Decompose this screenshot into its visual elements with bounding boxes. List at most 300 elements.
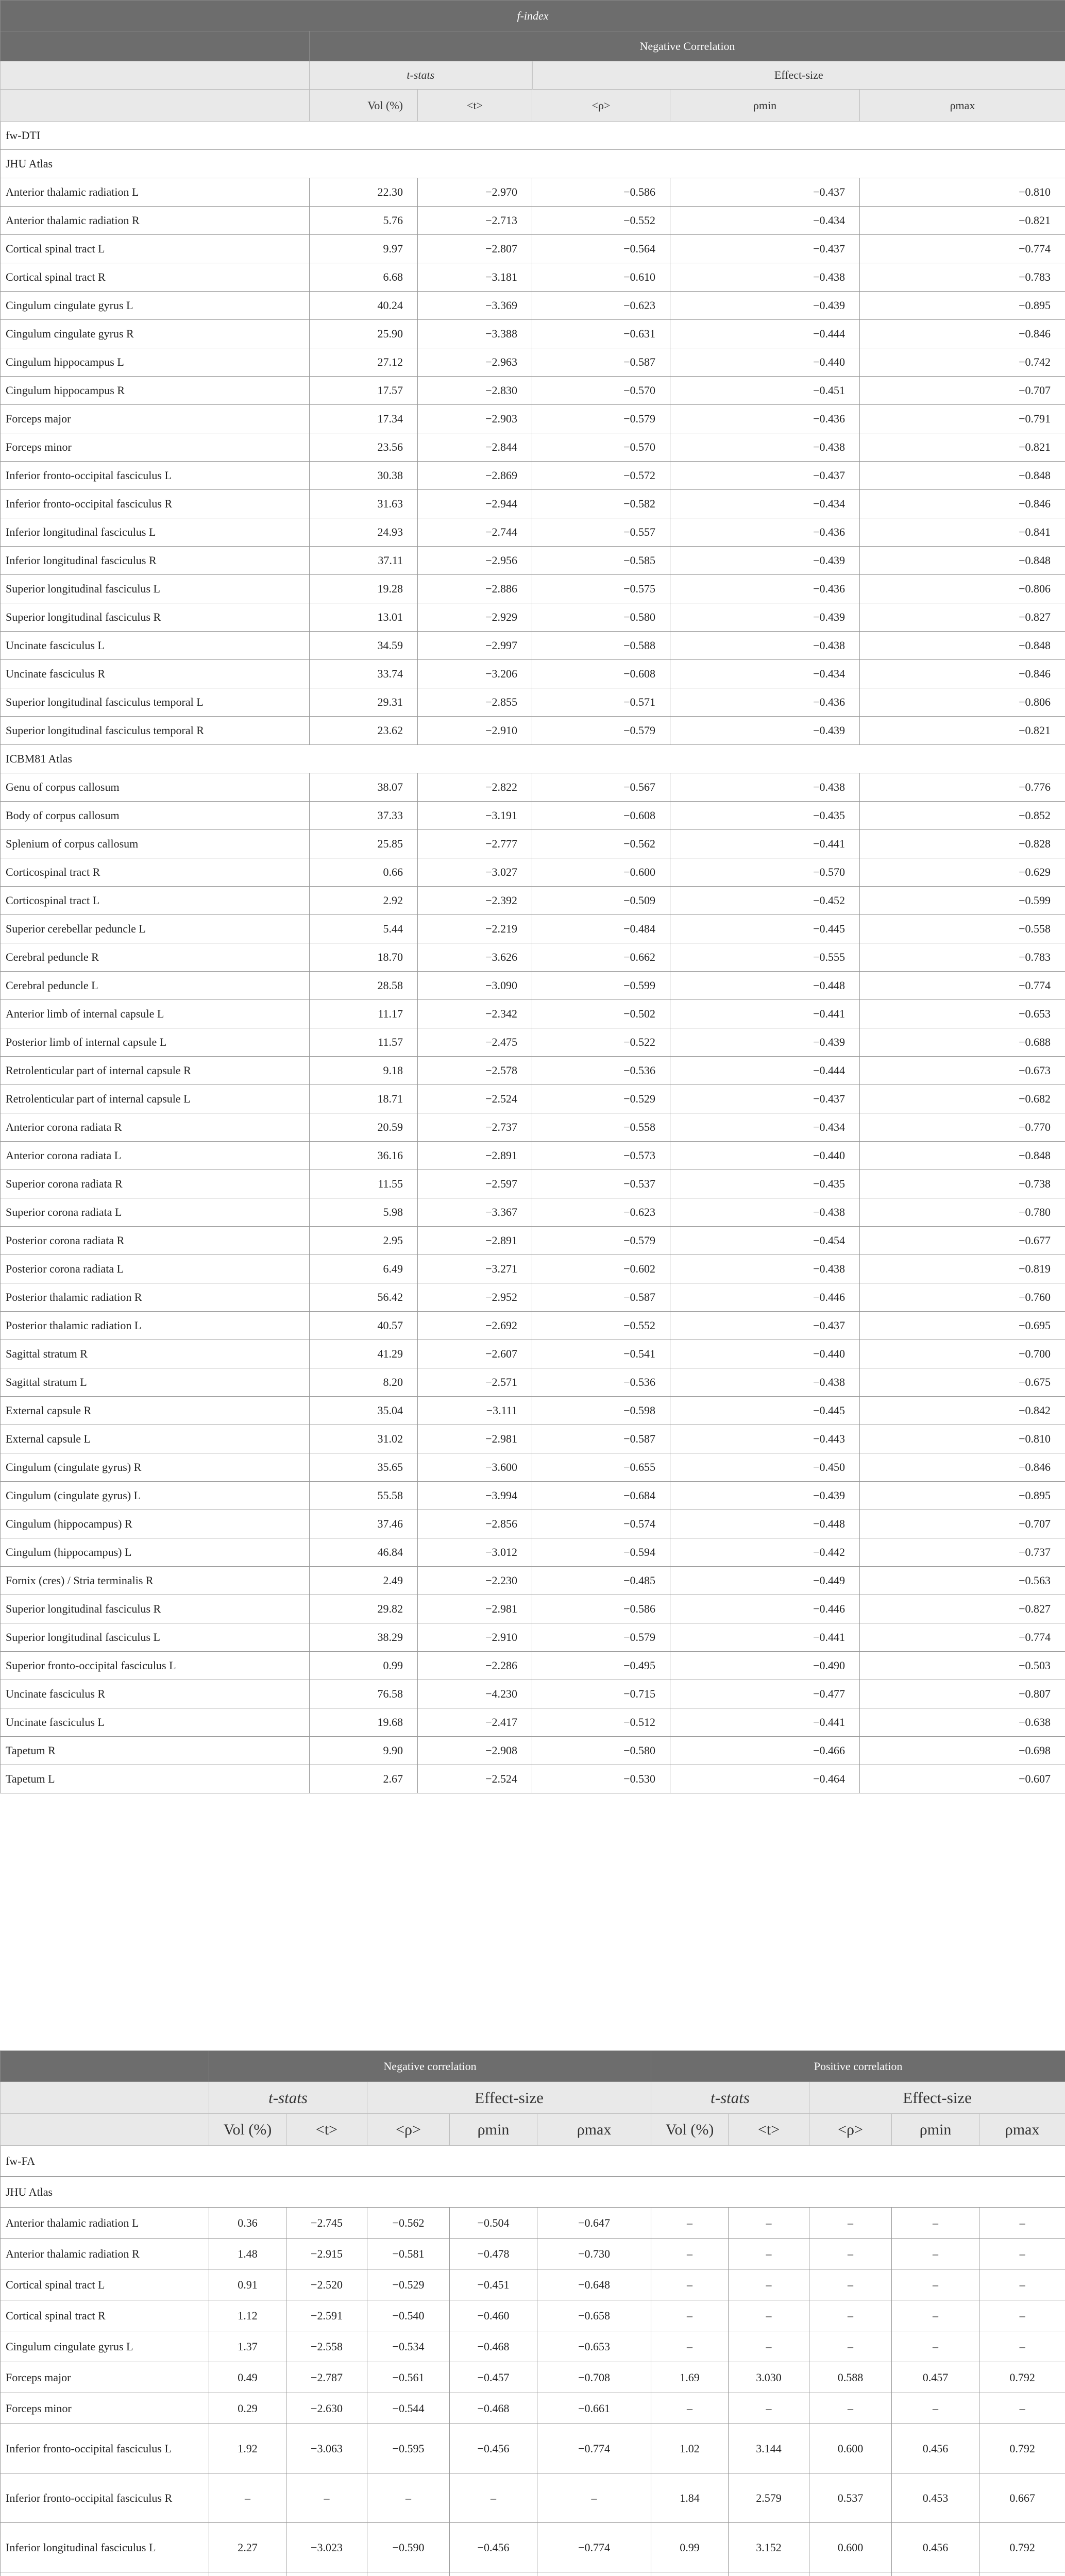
cell-value: −0.598 (532, 1397, 670, 1425)
cell-value: 0.36 (209, 2208, 286, 2239)
cell-value: −3.027 (418, 858, 532, 887)
cell-value: −2.744 (418, 518, 532, 547)
table-row (1, 603, 1065, 632)
cell-value: −0.599 (532, 972, 670, 1000)
col-pos-rho-max: ρmax (979, 2114, 1065, 2146)
cell-value: 37.46 (310, 1510, 418, 1538)
table-row (1, 2362, 1065, 2393)
cell-value: 2.95 (310, 1227, 418, 1255)
cell-value: −0.484 (532, 915, 670, 943)
cell-value: −3.012 (418, 1538, 532, 1567)
column-header-row (1, 90, 1065, 122)
cell-value: −0.807 (860, 1680, 1065, 1708)
row-label: Superior longitudinal fasciculus temporal L (1, 688, 310, 717)
cell-value: −3.191 (418, 802, 532, 830)
cell-value: – (892, 2331, 979, 2362)
cell-value: 41.29 (310, 1340, 418, 1368)
cell-value: −0.468 (450, 2331, 537, 2362)
effect-size-label: Effect-size (532, 61, 1065, 90)
cell-value: 0.457 (892, 2362, 979, 2393)
row-label: Posterior corona radiata L (1, 1255, 310, 1283)
cell-value: – (809, 2300, 892, 2331)
group-spacer-2 (1, 2051, 209, 2082)
row-label: Genu of corpus callosum (1, 773, 310, 802)
cell-value: −0.783 (860, 263, 1065, 292)
cell-value: −0.436 (670, 405, 860, 433)
row-label: Superior longitudinal fasciculus temporal R (1, 717, 310, 745)
row-label: Superior corona radiata R (1, 1170, 310, 1198)
row-label: Uncinate fasciculus L (1, 1708, 310, 1737)
cell-value: −0.460 (450, 2300, 537, 2331)
cell-value: −0.440 (670, 1340, 860, 1368)
cell-value: 0.99 (310, 1652, 418, 1680)
cell-value: 0.792 (979, 2362, 1065, 2393)
row-label: Posterior thalamic radiation L (1, 1312, 310, 1340)
cell-value: 2.92 (310, 887, 418, 915)
cell-value: −0.599 (860, 887, 1065, 915)
cell-value: – (651, 2208, 729, 2239)
table-row (1, 1765, 1065, 1793)
table-row (1, 887, 1065, 915)
cell-value: −0.770 (860, 1113, 1065, 1142)
cell-value: −0.610 (532, 263, 670, 292)
cell-value: – (651, 2331, 729, 2362)
cell-value: −0.446 (670, 1595, 860, 1623)
cell-value: −0.441 (670, 1708, 860, 1737)
cell-value: −2.915 (286, 2239, 367, 2269)
cell-value: −3.271 (418, 1255, 532, 1283)
cell-value: −2.886 (418, 575, 532, 603)
cell-value: −2.524 (418, 1765, 532, 1793)
cell-value: – (892, 2393, 979, 2424)
cell-value: −0.438 (670, 773, 860, 802)
cell-value: 2.27 (209, 2523, 286, 2572)
cell-value: −0.783 (860, 943, 1065, 972)
cell-value: −0.441 (670, 1623, 860, 1652)
table-row (1, 1085, 1065, 1113)
row-label: Anterior corona radiata L (1, 1142, 310, 1170)
row-label: Forceps minor (1, 2393, 209, 2424)
table-row (1, 2572, 1065, 2576)
row-label: Superior longitudinal fasciculus L (1, 1623, 310, 1652)
row-label: Tapetum L (1, 1765, 310, 1793)
row-label: Body of corpus callosum (1, 802, 310, 830)
cell-value: −0.684 (532, 1482, 670, 1510)
table-row (1, 348, 1065, 377)
cell-value: −2.591 (286, 2300, 367, 2331)
cell-value: −0.848 (860, 547, 1065, 575)
cell-value: 33.74 (310, 660, 418, 688)
subgroup-row (1, 61, 1065, 90)
cell-value: −0.434 (670, 490, 860, 518)
table-row (1, 490, 1065, 518)
cell-value: −0.509 (532, 887, 670, 915)
cell-value: −0.776 (860, 773, 1065, 802)
cell-value: −0.452 (670, 887, 860, 915)
cell-value: −0.647 (537, 2208, 651, 2239)
table-row (1, 235, 1065, 263)
cell-value: −0.438 (670, 1368, 860, 1397)
cell-value: 11.55 (310, 1170, 418, 1198)
cell-value: −0.673 (860, 1057, 1065, 1085)
cell-value: 0.29 (209, 2393, 286, 2424)
col-rho-min: ρmin (670, 90, 860, 122)
row-label: Cingulum (hippocampus) L (1, 1538, 310, 1567)
cell-value: −0.436 (670, 518, 860, 547)
cell-value: −0.819 (860, 1255, 1065, 1283)
cell-value: – (729, 2239, 809, 2269)
row-label: Superior cerebellar peduncle L (1, 915, 310, 943)
cell-value: 0.456 (892, 2424, 979, 2473)
cell-value: −2.524 (418, 1085, 532, 1113)
cell-value: −0.552 (532, 1312, 670, 1340)
cell-value: – (979, 2269, 1065, 2300)
cell-value: −0.490 (670, 1652, 860, 1680)
cell-value: – (729, 2393, 809, 2424)
table-row (1, 717, 1065, 745)
cell-value: 3.152 (729, 2523, 809, 2572)
row-label: Superior longitudinal fasciculus R (1, 1595, 310, 1623)
row-label: Inferior fronto-occipital fasciculus L (1, 462, 310, 490)
cell-value: – (651, 2269, 729, 2300)
cell-value: −0.439 (670, 717, 860, 745)
cell-value: – (979, 2393, 1065, 2424)
cell-value: −0.441 (670, 1000, 860, 1028)
cell-value: −0.774 (860, 972, 1065, 1000)
cell-value: 56.42 (310, 1283, 418, 1312)
cell-value: −0.478 (450, 2239, 537, 2269)
table-row (1, 1170, 1065, 1198)
cell-value: −2.578 (418, 1057, 532, 1085)
cell-value: −0.587 (532, 348, 670, 377)
cell-value: −2.956 (418, 547, 532, 575)
cell-value: −0.570 (532, 433, 670, 462)
table-row (1, 1623, 1065, 1652)
cell-value: 0.792 (979, 2523, 1065, 2572)
cell-value: 1.92 (209, 2424, 286, 2473)
cell-value: −0.623 (532, 292, 670, 320)
cell-value: – (892, 2239, 979, 2269)
cell-value: −0.540 (367, 2300, 450, 2331)
cell-value: 0.49 (209, 2362, 286, 2393)
row-label: Uncinate fasciculus R (1, 1680, 310, 1708)
col-pos-mean-t: <t> (729, 2114, 809, 2146)
cell-value: −3.111 (418, 1397, 532, 1425)
cell-value: −0.821 (860, 207, 1065, 235)
cell-value: −0.700 (860, 1340, 1065, 1368)
cell-value: −3.181 (418, 263, 532, 292)
cell-value: 18.70 (310, 943, 418, 972)
row-label: Cingulum (cingulate gyrus) L (1, 1482, 310, 1510)
cell-value: 23.62 (310, 717, 418, 745)
table-row (1, 433, 1065, 462)
cell-value: −0.445 (670, 915, 860, 943)
row-label: External capsule R (1, 1397, 310, 1425)
cell-value: −0.572 (532, 462, 670, 490)
cell-value: 28.58 (310, 972, 418, 1000)
section-row (1, 150, 1065, 178)
table-row (1, 2269, 1065, 2300)
table-row (1, 972, 1065, 1000)
table-row (1, 575, 1065, 603)
cell-value: −0.579 (532, 1623, 670, 1652)
row-label: Sagittal stratum L (1, 1368, 310, 1397)
cell-value: −0.456 (450, 2424, 537, 2473)
table-row (1, 377, 1065, 405)
subgroup-row-2 (1, 2082, 1065, 2114)
cell-value: −0.677 (860, 1227, 1065, 1255)
cell-value: – (979, 2300, 1065, 2331)
table-row (1, 660, 1065, 688)
row-label: Superior corona radiata L (1, 1198, 310, 1227)
cell-value: −4.230 (418, 1680, 532, 1708)
cell-value: −0.564 (532, 235, 670, 263)
cell-value: 24.93 (310, 518, 418, 547)
cell-value: −0.468 (450, 2393, 537, 2424)
subgroup-spacer (1, 61, 310, 90)
cell-value: −0.442 (670, 1538, 860, 1567)
table-row (1, 1538, 1065, 1567)
row-label: Superior longitudinal fasciculus R (1, 603, 310, 632)
cell-value: 38.29 (310, 1623, 418, 1652)
cell-value: −0.436 (670, 575, 860, 603)
cell-value: −0.437 (670, 1085, 860, 1113)
cell-value: −0.608 (532, 660, 670, 688)
row-label: Inferior longitudinal fasciculus L (1, 518, 310, 547)
cell-value: −0.586 (532, 1595, 670, 1623)
row-label: Sagittal stratum R (1, 1340, 310, 1368)
cell-value: −0.451 (450, 2269, 537, 2300)
cell-value: −0.810 (860, 1425, 1065, 1453)
cell-value: −2.571 (418, 1368, 532, 1397)
cell-value (979, 2572, 1065, 2576)
cell-value: 19.68 (310, 1708, 418, 1737)
cell-value: −0.638 (860, 1708, 1065, 1737)
cell-value: −0.774 (537, 2424, 651, 2473)
row-label: Forceps major (1, 405, 310, 433)
cell-value: 29.82 (310, 1595, 418, 1623)
pos-t-stats-label: t-stats (651, 2082, 809, 2114)
cell-value: −0.827 (860, 603, 1065, 632)
cell-value: 5.98 (310, 1198, 418, 1227)
section-label: JHU Atlas (1, 2177, 1065, 2208)
cell-value: −0.707 (860, 377, 1065, 405)
cell-value: 17.57 (310, 377, 418, 405)
cell-value: −0.440 (670, 348, 860, 377)
cell-value: −0.438 (670, 263, 860, 292)
table-row (1, 2331, 1065, 2362)
col-neg-mean-rho: <ρ> (367, 2114, 450, 2146)
cell-value: −0.661 (537, 2393, 651, 2424)
table-row (1, 2473, 1065, 2523)
row-label: Anterior limb of internal capsule L (1, 1000, 310, 1028)
cell-value: −2.630 (286, 2393, 367, 2424)
table-row (1, 405, 1065, 433)
group-spacer (1, 31, 310, 61)
cell-value: −2.777 (418, 830, 532, 858)
cell-value: – (979, 2208, 1065, 2239)
cell-value: −0.439 (670, 603, 860, 632)
cell-value: −0.555 (670, 943, 860, 972)
cell-value: −0.464 (670, 1765, 860, 1793)
table-row (1, 1312, 1065, 1340)
cell-value: −0.573 (532, 1142, 670, 1170)
cell-value: −0.445 (670, 1397, 860, 1425)
row-label: Cingulum hippocampus R (1, 377, 310, 405)
cell-value: −0.456 (450, 2523, 537, 2572)
cell-value: 76.58 (310, 1680, 418, 1708)
cell-value: −0.848 (860, 1142, 1065, 1170)
cell-value: −0.602 (532, 1255, 670, 1283)
cell-value: −0.522 (532, 1028, 670, 1057)
table-row (1, 292, 1065, 320)
cell-value: 31.02 (310, 1425, 418, 1453)
row-label: Cingulum hippocampus L (1, 348, 310, 377)
row-label: Anterior thalamic radiation L (1, 178, 310, 207)
neg-t-stats-label: t-stats (209, 2082, 367, 2114)
cell-value: −2.891 (418, 1142, 532, 1170)
cell-value: −0.448 (670, 972, 860, 1000)
cell-value: −0.588 (532, 632, 670, 660)
cell-value: −3.063 (286, 2424, 367, 2473)
cell-value: −2.745 (286, 2208, 367, 2239)
cell-value: −2.342 (418, 1000, 532, 1028)
row-label: Forceps minor (1, 433, 310, 462)
cell-value (209, 2572, 286, 2576)
cell-value: 8.20 (310, 1368, 418, 1397)
row-label: Cortical spinal tract L (1, 2269, 209, 2300)
cell-value: −2.869 (418, 462, 532, 490)
table-row (1, 632, 1065, 660)
cell-value: 3.144 (729, 2424, 809, 2473)
row-label: Tapetum R (1, 1737, 310, 1765)
cell-value: 0.667 (979, 2473, 1065, 2523)
section-label: JHU Atlas (1, 150, 1065, 178)
row-label: Cortical spinal tract L (1, 235, 310, 263)
row-label: Anterior thalamic radiation R (1, 2239, 209, 2269)
table-row (1, 1057, 1065, 1085)
cell-value: 6.68 (310, 263, 418, 292)
cell-value: −0.438 (670, 632, 860, 660)
cell-value: −0.485 (532, 1567, 670, 1595)
row-label: Inferior longitudinal fasciculus R (1, 547, 310, 575)
table-row (1, 1397, 1065, 1425)
cell-value (286, 2572, 367, 2576)
table-row (1, 1453, 1065, 1482)
cell-value: – (809, 2208, 892, 2239)
cell-value: – (729, 2300, 809, 2331)
cell-value: −0.730 (537, 2239, 651, 2269)
cell-value: −0.587 (532, 1283, 670, 1312)
section-label: ICBM81 Atlas (1, 745, 1065, 773)
cell-value: −2.856 (418, 1510, 532, 1538)
cell-value: −0.448 (670, 1510, 860, 1538)
row-label: Uncinate fasciculus L (1, 632, 310, 660)
cell-value: 35.04 (310, 1397, 418, 1425)
cell-value: −0.607 (860, 1765, 1065, 1793)
row-label: Corticospinal tract L (1, 887, 310, 915)
cell-value: – (979, 2239, 1065, 2269)
cell-value: 2.579 (729, 2473, 809, 2523)
cell-value: −0.495 (532, 1652, 670, 1680)
cell-value: 31.63 (310, 490, 418, 518)
cell-value: −2.855 (418, 688, 532, 717)
row-label: External capsule L (1, 1425, 310, 1453)
cell-value: −0.653 (860, 1000, 1065, 1028)
cell-value: 11.57 (310, 1028, 418, 1057)
cell-value: −2.981 (418, 1595, 532, 1623)
cell-value: −0.629 (860, 858, 1065, 887)
cell-value: – (537, 2473, 651, 2523)
cell-value: −0.590 (367, 2523, 450, 2572)
cell-value: −3.367 (418, 1198, 532, 1227)
cell-value: −0.567 (532, 773, 670, 802)
cell-value: 18.71 (310, 1085, 418, 1113)
cell-value: – (729, 2269, 809, 2300)
row-label: Inferior longitudinal fasciculus L (1, 2523, 209, 2572)
table-row (1, 1113, 1065, 1142)
cell-value: −0.439 (670, 1482, 860, 1510)
cell-value: −2.944 (418, 490, 532, 518)
cell-value: – (809, 2393, 892, 2424)
cell-value: −3.369 (418, 292, 532, 320)
cell-value: −2.807 (418, 235, 532, 263)
row-label: Inferior fronto-occipital fasciculus R (1, 490, 310, 518)
cell-value: −0.434 (670, 1113, 860, 1142)
table-row (1, 858, 1065, 887)
cell-value: −0.437 (670, 178, 860, 207)
cell-value: −3.388 (418, 320, 532, 348)
cell-value: −0.534 (367, 2331, 450, 2362)
table-row (1, 1595, 1065, 1623)
cell-value: −2.891 (418, 1227, 532, 1255)
table-row (1, 1028, 1065, 1057)
cell-value: −2.997 (418, 632, 532, 660)
cell-value: −0.737 (860, 1538, 1065, 1567)
cell-value: −0.580 (532, 603, 670, 632)
cell-value: −0.895 (860, 292, 1065, 320)
cell-value: 1.12 (209, 2300, 286, 2331)
cell-value: −0.780 (860, 1198, 1065, 1227)
cell-value: −0.821 (860, 433, 1065, 462)
cell-value: −2.713 (418, 207, 532, 235)
cell-value: – (367, 2473, 450, 2523)
cell-value (892, 2572, 979, 2576)
negative-correlation-label-2: Negative correlation (209, 2051, 651, 2082)
col-vol: Vol (%) (310, 90, 418, 122)
col-neg-vol: Vol (%) (209, 2114, 286, 2146)
cell-value: 29.31 (310, 688, 418, 717)
cell-value: – (809, 2239, 892, 2269)
cell-value: 9.97 (310, 235, 418, 263)
row-label: Uncinate fasciculus R (1, 660, 310, 688)
cell-value: −0.586 (532, 178, 670, 207)
cell-value: 0.537 (809, 2473, 892, 2523)
row-label: Cingulum cingulate gyrus L (1, 2331, 209, 2362)
cell-value: −3.994 (418, 1482, 532, 1510)
cell-value: −0.580 (532, 1737, 670, 1765)
cell-value: −0.707 (860, 1510, 1065, 1538)
cell-value: – (651, 2239, 729, 2269)
cell-value: −0.450 (670, 1453, 860, 1482)
cell-value: −0.846 (860, 660, 1065, 688)
cell-value: −0.435 (670, 802, 860, 830)
cell-value: 0.66 (310, 858, 418, 887)
cell-value: −2.822 (418, 773, 532, 802)
cell-value: −0.439 (670, 547, 860, 575)
cell-value: 0.453 (892, 2473, 979, 2523)
table-row (1, 2300, 1065, 2331)
